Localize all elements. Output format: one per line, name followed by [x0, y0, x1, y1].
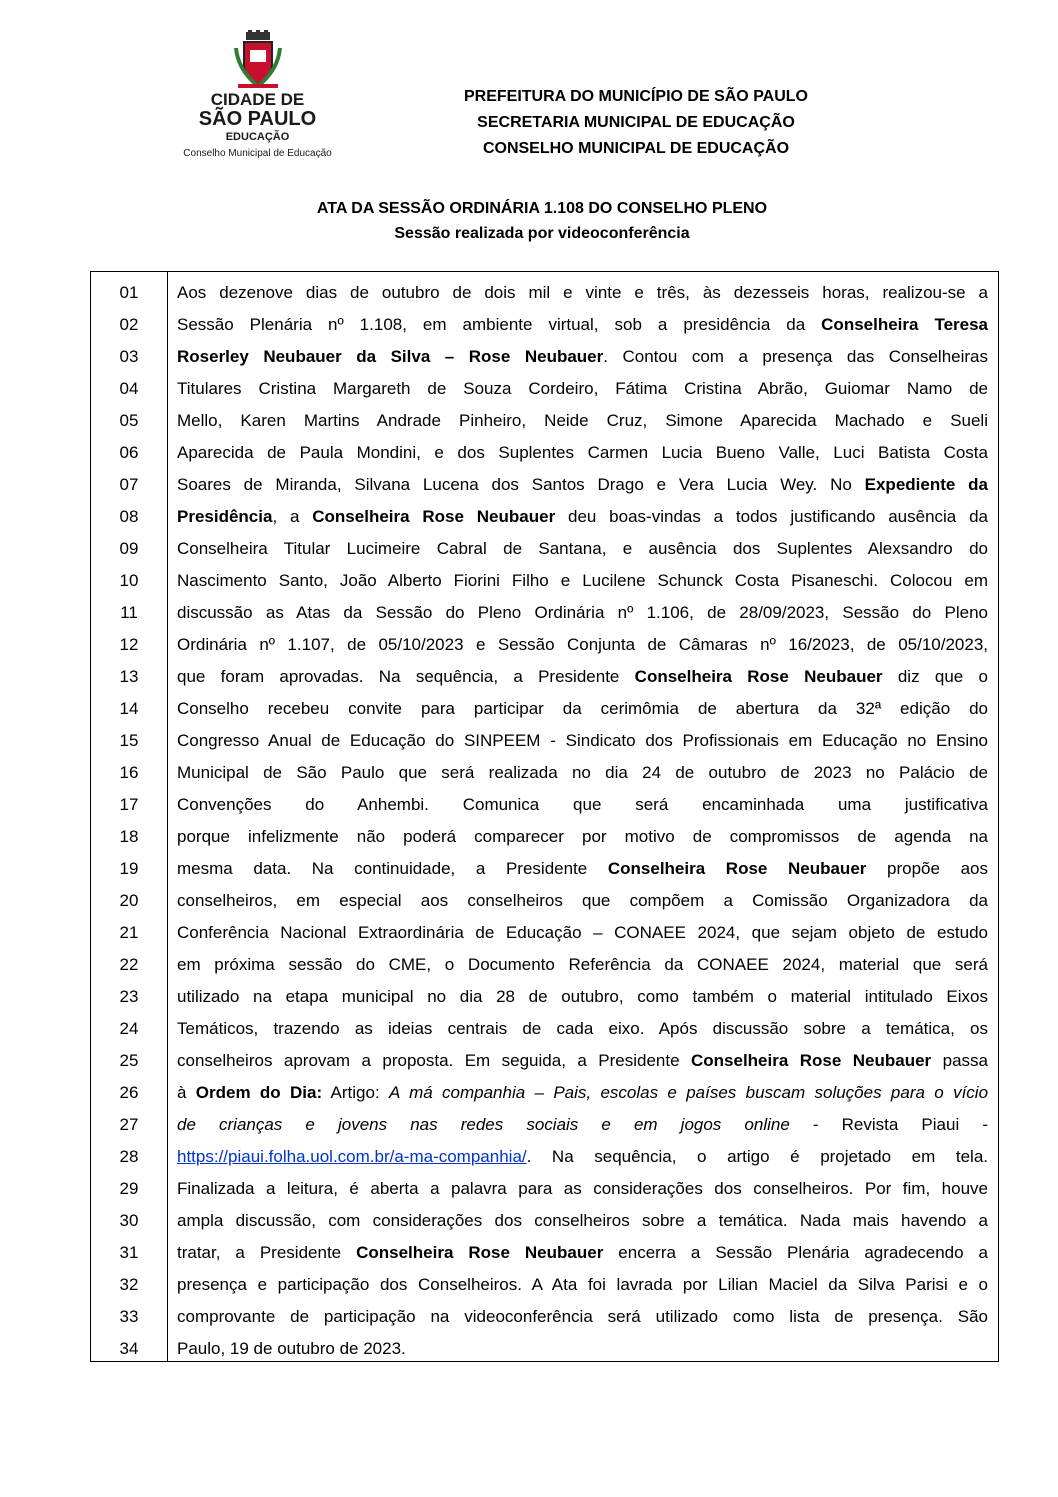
line-number: 17 [119, 795, 139, 814]
text-segment: utilizado na etapa municipal no dia 28 de outubro, como também o material intitulado Eixos [177, 987, 988, 1006]
title-line-2: Sessão realizada por videoconferência [394, 225, 690, 242]
text-segment: propõe aos [866, 859, 988, 878]
minutes-line [167, 954, 998, 976]
text-segment: passa [931, 1051, 988, 1070]
minutes-line [167, 666, 998, 688]
text-segment: Titulares Cristina Margareth de Souza Cordeiro, Fátima Cristina Abrão, Guiomar Namo de [177, 379, 988, 398]
text-segment: - Revista Piaui - [789, 1115, 988, 1134]
document-title [0, 196, 1058, 246]
text-segment: à [177, 1083, 196, 1102]
line-number: 29 [119, 1179, 139, 1198]
text-segment: Soares de Miranda, Silvana Lucena dos Santos Drago e Vera Lucia Wey. No [177, 475, 865, 494]
text-segment: Paulo, 19 de outubro de 2023. [177, 1339, 406, 1358]
text-segment: Finalizada a leitura, é aberta a palavra para as considerações dos conselheiros. Por fim, houve [177, 1179, 988, 1198]
minutes-line [167, 410, 998, 432]
minutes-line [167, 1306, 998, 1328]
minutes-line [167, 1210, 998, 1232]
header-line-3: CONSELHO MUNICIPAL DE EDUCAÇÃO [482, 140, 790, 157]
line-number: 16 [119, 763, 139, 782]
text-segment: , a [272, 507, 313, 526]
line-number: 32 [119, 1275, 139, 1294]
minutes-line [167, 986, 998, 1008]
line-number: 03 [119, 347, 139, 366]
line-number: 09 [119, 539, 139, 558]
line-number: 22 [119, 955, 139, 974]
minutes-table [90, 271, 999, 1362]
minutes-line [167, 1178, 998, 1200]
line-number: 34 [119, 1339, 139, 1358]
line-number: 19 [119, 859, 139, 878]
minutes-line [167, 1146, 998, 1168]
text-segment: conselheiros aprovam a proposta. Em seguida, a Presidente [177, 1051, 691, 1070]
minutes-line [167, 1114, 998, 1136]
italic-text: A má companhia – Pais, escolas e países buscam soluções para o vício [389, 1083, 989, 1102]
text-segment: diz que o [882, 667, 988, 686]
minutes-line [167, 1338, 998, 1360]
text-segment: . Na sequência, o artigo é projetado em tela. [526, 1147, 988, 1166]
minutes-text-column [167, 272, 998, 1361]
text-segment: discussão as Atas da Sessão do Pleno Ordinária nº 1.106, de 28/09/2023, Sessão do Pleno [177, 603, 988, 622]
text-segment: Temáticos, trazendo as ideias centrais de cada eixo. Após discussão sobre a temática, os [177, 1019, 988, 1038]
line-number: 13 [119, 667, 139, 686]
minutes-line [167, 858, 998, 880]
minutes-line [167, 346, 998, 368]
text-segment: Convenções do Anhembi. Comunica que será encaminhada uma justificativa [177, 795, 988, 814]
line-number: 24 [119, 1019, 139, 1038]
logo [170, 30, 345, 170]
logo-line-2: SÃO PAULO [198, 108, 317, 130]
text-segment: em próxima sessão do CME, o Documento Referência da CONAEE 2024, material que será [177, 955, 988, 974]
coat-of-arms-icon [228, 30, 288, 90]
header-line-1: PREFEITURA DO MUNICÍPIO DE SÃO PAULO [463, 88, 808, 105]
line-number: 15 [119, 731, 139, 750]
text-segment: ampla discussão, com considerações dos conselheiros sobre a temática. Nada mais havendo a [177, 1211, 988, 1230]
minutes-line [167, 826, 998, 848]
minutes-line [167, 314, 998, 336]
minutes-line [167, 794, 998, 816]
text-segment: encerra a Sessão Plenária agradecendo a [603, 1243, 988, 1262]
bold-text: Ordem do Dia: [195, 1083, 323, 1102]
minutes-line [167, 570, 998, 592]
minutes-line [167, 1274, 998, 1296]
line-number: 33 [119, 1307, 139, 1326]
minutes-line [167, 1018, 998, 1040]
institution-header [380, 84, 892, 162]
text-segment: Conselheira Titular Lucimeire Cabral de Santana, e ausência dos Suplentes Alexsandro do [177, 539, 988, 558]
bold-text: Expediente da [864, 475, 988, 494]
text-segment: Municipal de São Paulo que será realizada no dia 24 de outubro de 2023 no Palácio de [177, 763, 988, 782]
text-segment: presença e participação dos Conselheiros. A Ata foi lavrada por Lilian Maciel da Silva Parisi e o [177, 1275, 988, 1294]
text-segment: . Contou com a presença das Conselheiras [603, 347, 988, 366]
minutes-line [167, 634, 998, 656]
minutes-line [167, 890, 998, 912]
text-segment: mesma data. Na continuidade, a Presidente [177, 859, 608, 878]
bold-text: Roserley Neubauer da Silva – Rose Neubauer [177, 347, 604, 366]
text-segment: Conferência Nacional Extraordinária de Educação – CONAEE 2024, que sejam objeto de estudo [177, 923, 988, 942]
line-number: 21 [119, 923, 139, 942]
line-number: 08 [119, 507, 139, 526]
line-number: 27 [119, 1115, 139, 1134]
header-line-2: SECRETARIA MUNICIPAL DE EDUCAÇÃO [477, 114, 795, 131]
text-segment: Ordinária nº 1.107, de 05/10/2023 e Sessão Conjunta de Câmaras nº 16/2023, de 05/10/2023, [177, 635, 988, 654]
bold-text: Conselheira Rose Neubauer [690, 1051, 932, 1070]
minutes-line [167, 506, 998, 528]
line-number: 23 [119, 987, 139, 1006]
minutes-line [167, 1242, 998, 1264]
line-number: 30 [119, 1211, 139, 1230]
text-segment: deu boas-vindas a todos justificando ausência da [555, 507, 988, 526]
minutes-line [167, 1082, 998, 1104]
text-segment: comprovante de participação na videoconferência será utilizado como lista de presença. São [177, 1307, 988, 1326]
minutes-line [167, 922, 998, 944]
minutes-line [167, 538, 998, 560]
text-segment: Conselho recebeu convite para participar da cerimômia de abertura da 32ª edição do [177, 699, 988, 718]
text-segment: conselheiros, em especial aos conselheiros que compõem a Comissão Organizadora da [177, 891, 988, 910]
line-number: 12 [119, 635, 139, 654]
text-segment: que foram aprovadas. Na sequência, a Presidente [177, 667, 635, 686]
minutes-line [167, 474, 998, 496]
minutes-line [167, 602, 998, 624]
text-segment: Mello, Karen Martins Andrade Pinheiro, Neide Cruz, Simone Aparecida Machado e Sueli [177, 411, 988, 430]
line-number: 28 [119, 1147, 139, 1166]
text-segment: tratar, a Presidente [177, 1243, 357, 1262]
text-segment: Sessão Plenária nº 1.108, em ambiente virtual, sob a presidência da [177, 315, 822, 334]
line-number: 25 [119, 1051, 139, 1070]
minutes-line [167, 378, 998, 400]
logo-line-1: CIDADE DE [210, 90, 305, 109]
minutes-line [167, 730, 998, 752]
text-segment: Congresso Anual de Educação do SINPEEM - Sindicato dos Profissionais em Educação no Ensino [177, 731, 988, 750]
minutes-line [167, 698, 998, 720]
line-number: 06 [119, 443, 139, 462]
line-number-column [91, 272, 168, 1361]
text-segment: Aos dezenove dias de outubro de dois mil e vinte e três, às dezesseis horas, realizou-se a [177, 283, 988, 302]
line-number: 20 [119, 891, 139, 910]
line-number: 05 [119, 411, 139, 430]
line-number: 26 [119, 1083, 139, 1102]
title-line-1: ATA DA SESSÃO ORDINÁRIA 1.108 DO CONSELHO PLENO [316, 200, 768, 217]
italic-text: de crianças e jovens nas redes sociais e em jogos online [177, 1115, 790, 1134]
bold-text: Conselheira Rose Neubauer [634, 667, 883, 686]
minutes-line [167, 442, 998, 464]
logo-line-4: Conselho Municipal de Educação [183, 148, 332, 159]
minutes-line [167, 1050, 998, 1072]
bold-text: Conselheira Rose Neubauer [356, 1243, 604, 1262]
bold-text: Conselheira Rose Neubauer [607, 859, 867, 878]
text-segment: Aparecida de Paula Mondini, e dos Suplentes Carmen Lucia Bueno Valle, Luci Batista Costa [177, 443, 988, 462]
bold-text: Conselheira Teresa [821, 315, 989, 334]
line-number: 02 [119, 315, 139, 334]
line-number: 01 [119, 283, 139, 302]
line-number: 31 [119, 1243, 139, 1262]
text-segment: Artigo: [322, 1083, 390, 1102]
line-number: 14 [119, 699, 139, 718]
article-link[interactable]: https://piaui.folha.uol.com.br/a-ma-companhia/ [177, 1147, 527, 1166]
logo-line-3: EDUCAÇÃO [225, 131, 290, 143]
line-number: 10 [119, 571, 139, 590]
bold-text: Presidência [177, 507, 273, 526]
line-number: 07 [119, 475, 139, 494]
text-segment: Nascimento Santo, João Alberto Fiorini Filho e Lucilene Schunck Costa Pisaneschi. Colocou em [177, 571, 988, 590]
line-number: 18 [119, 827, 139, 846]
minutes-line [167, 762, 998, 784]
line-number: 11 [120, 603, 138, 622]
line-number: 04 [119, 379, 139, 398]
bold-text: Conselheira Rose Neubauer [312, 507, 556, 526]
text-segment: porque infelizmente não poderá comparecer por motivo de compromissos de agenda na [177, 827, 988, 846]
minutes-line [167, 282, 998, 304]
